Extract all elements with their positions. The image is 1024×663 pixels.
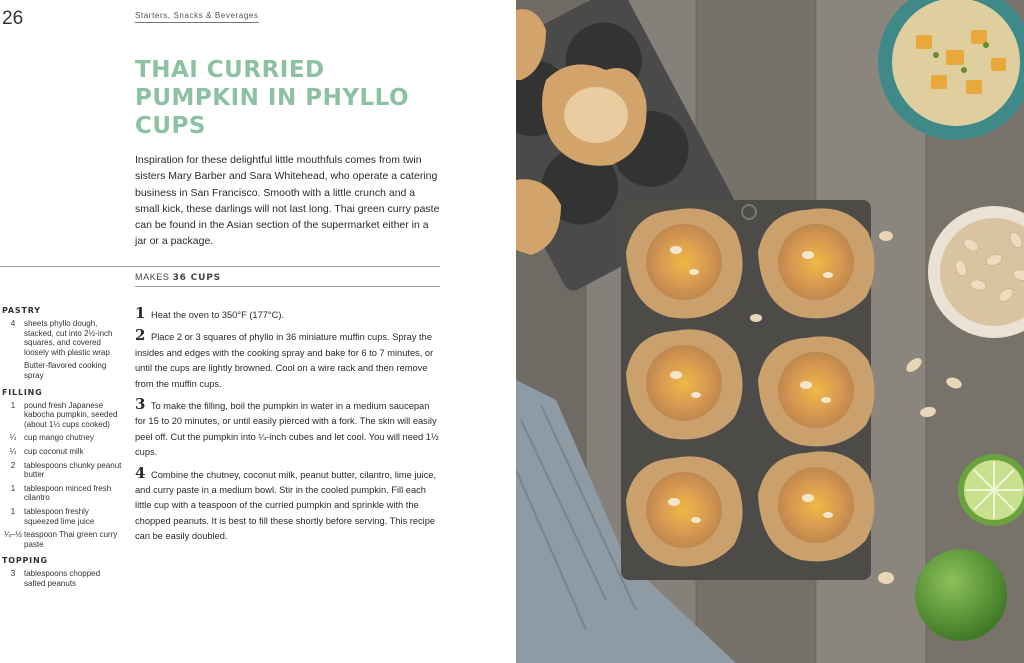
ingredient-item — [2, 433, 122, 443]
method-step — [135, 463, 441, 545]
ingredient-qty: 4 — [10, 319, 16, 328]
ingredient-item — [2, 569, 122, 588]
ingredient-qty: ¼ — [9, 446, 17, 456]
ingredient-qty: ¼–½ — [4, 530, 22, 540]
ingredient-text: sheets phyllo dough, stacked, cut into 2½-inch squares, and covered loosely with plastic wrap — [24, 319, 113, 357]
step-text: To make the filling, boil the pumpkin in water in a medium saucepan for 15 to 20 minutes, or until easily pierced with a fork. The skin will easily peel off. Cut the pumpkin into ¼-inch cubes and let cool. You will need 1½ cups. — [135, 401, 439, 458]
ingredient-qty: 1 — [10, 506, 16, 516]
ingredient-group-pastry — [2, 306, 122, 381]
method-steps — [135, 306, 441, 550]
step-number: 3 — [135, 395, 146, 414]
ingredient-qty: 1 — [10, 483, 16, 493]
ingredient-text: teaspoon Thai green curry paste — [24, 530, 118, 549]
ingredient-text: cup coconut milk — [24, 446, 84, 456]
ingredient-text: cup mango chutney — [24, 433, 94, 443]
ingredient-item — [2, 530, 122, 549]
food-photo — [516, 0, 1024, 663]
method-step — [135, 306, 441, 323]
yield-value: 36 CUPS — [172, 273, 221, 283]
step-number: 4 — [135, 463, 146, 482]
ingredient-item — [2, 361, 122, 380]
method-step — [135, 397, 441, 461]
yield — [135, 272, 221, 283]
page-number: 26 — [2, 8, 24, 29]
step-text: Heat the oven to 350°F (177°C). — [151, 310, 285, 320]
lime-whole — [915, 549, 1007, 641]
ingredient-text: tablespoon minced fresh cilantro — [24, 483, 112, 503]
ingredient-text: tablespoons chunky peanut butter — [24, 460, 122, 480]
ingredient-group-topping — [2, 556, 122, 588]
ingredient-item — [2, 484, 122, 503]
recipe-intro: Inspiration for these delightful little mouthfuls comes from twin sisters Mary Barber and Sara Whitehead, who operate a catering business in San Francisco. Smooth with a little crunch and a small kick, these darlings will not last long. Thai green curry paste can be found in the Asian section of the supermarket either in a jar or a package. — [135, 154, 440, 248]
recipe-title: THAI CURRIED PUMPKIN IN PHYLLO CUPS — [135, 57, 410, 139]
step-number: 2 — [135, 326, 146, 345]
step-text: Combine the chutney, coconut milk, peanut butter, cilantro, lime juice, and curry paste in a medium bowl. Stir in the cooled pumpkin. Fill each little cup with a teaspoon of the curried pumpkin and sprinkle with the chopped peanuts. It is best to fill these shortly before serving. This recipe can be easily doubled. — [135, 469, 437, 542]
ingredient-qty: 1 — [10, 400, 16, 410]
divider — [135, 286, 440, 287]
ingredient-text: pound fresh Japanese kabocha pumpkin, seeded (about 1½ cups cooked) — [24, 400, 118, 429]
ingredient-heading: PASTRY — [2, 306, 41, 315]
step-number: 1 — [135, 304, 146, 322]
food-photo-illustration — [516, 0, 1024, 663]
ingredient-item — [2, 461, 122, 480]
ingredient-group-filling — [2, 388, 122, 550]
ingredient-item — [2, 319, 122, 357]
ingredient-heading: FILLING — [2, 387, 43, 397]
ingredient-qty: ¼ — [9, 433, 17, 443]
method-step — [135, 328, 441, 392]
yield-label: MAKES — [135, 272, 170, 282]
ingredient-heading: TOPPING — [2, 556, 48, 566]
ingredient-qty: 3 — [10, 569, 16, 579]
ingredient-qty: 2 — [10, 460, 16, 470]
divider — [0, 266, 440, 267]
ingredient-text: Butter-flavored cooking spray — [24, 361, 107, 380]
ingredient-item — [2, 447, 122, 457]
ingredient-list — [2, 306, 122, 595]
ingredient-item — [2, 401, 122, 430]
section-header: Starters, Snacks & Beverages — [135, 11, 259, 23]
ingredient-text: tablespoons chopped salted peanuts — [24, 569, 101, 588]
ingredient-qty — [2, 361, 24, 380]
step-text: Place 2 or 3 squares of phyllo in 36 miniature muffin cups. Spray the insides and edges with the cooking spray and bake for 6 to 7 minutes, or until the cups are lightly browned. Cool on a wire rack and then remove from the muffin cups. — [135, 332, 434, 389]
ingredient-text: tablespoon freshly squeezed lime juice — [24, 506, 95, 526]
ingredient-item — [2, 507, 122, 526]
